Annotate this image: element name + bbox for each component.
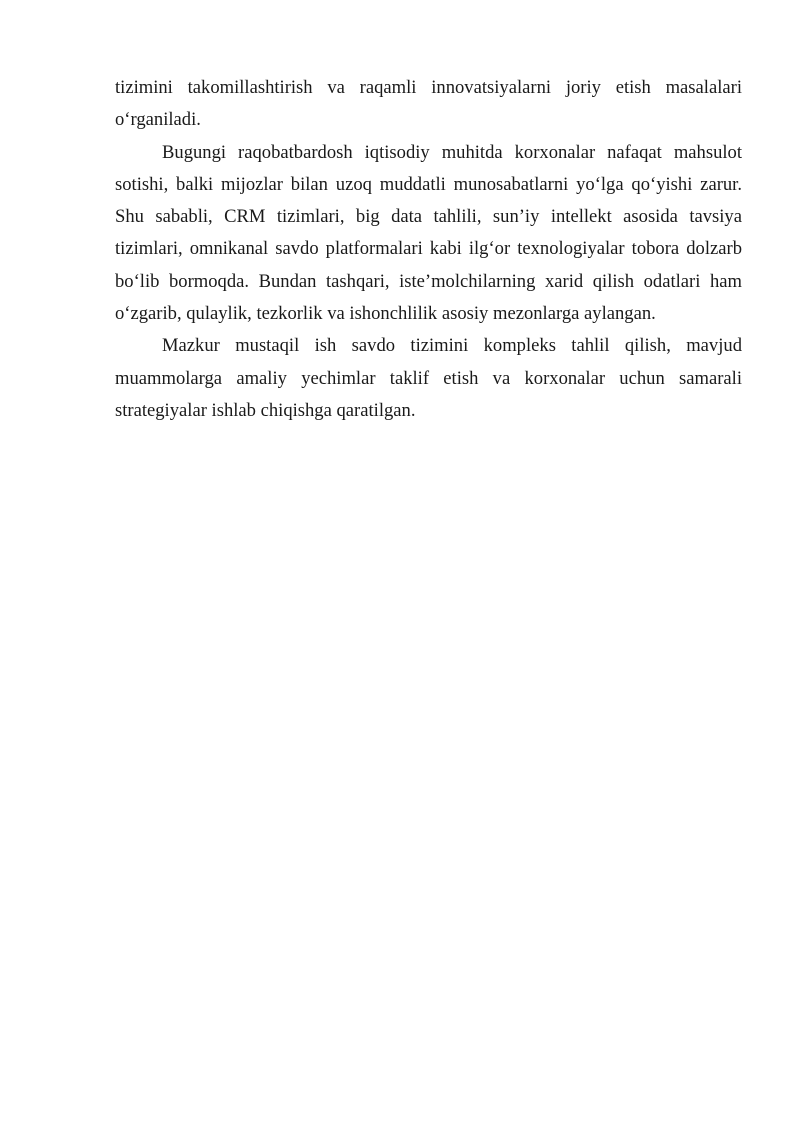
paragraph-purpose: Mazkur mustaqil ish savdo tizimini kompleks tahlil qilish, mavjud muammolarga amaliy yechimlar taklif etish va korxonalar uchun samarali strategiyalar ishlab chiqishga qaratilgan.	[115, 335, 742, 421]
paragraph-crm-technologies: Bugungi raqobatbardosh iqtisodiy muhitda korxonalar nafaqat mahsulot sotishi, balki mijozlar bilan uzoq muddatli munosabatlarni yo‘lga qo‘yishi zarur. Shu sababli, CRM tizimlari, big data tahlili, sun’iy intellekt asosida tavsiya tizimlari, omnikanal savdo platformalari kabi ilg‘or texnologiyalar tobora dolzarb bo‘lib bormoqda. Bundan tashqari, iste’molchilarning xarid qilish odatlari ham o‘zgarib, qulaylik, tezkorlik va ishonchlilik asosiy mezonlarga aylangan.	[115, 141, 742, 325]
body-text	[115, 72, 742, 427]
paragraph-continuation: tizimini takomillashtirish va raqamli innovatsiyalarni joriy etish masalalari o‘rganiladi.	[115, 77, 742, 131]
